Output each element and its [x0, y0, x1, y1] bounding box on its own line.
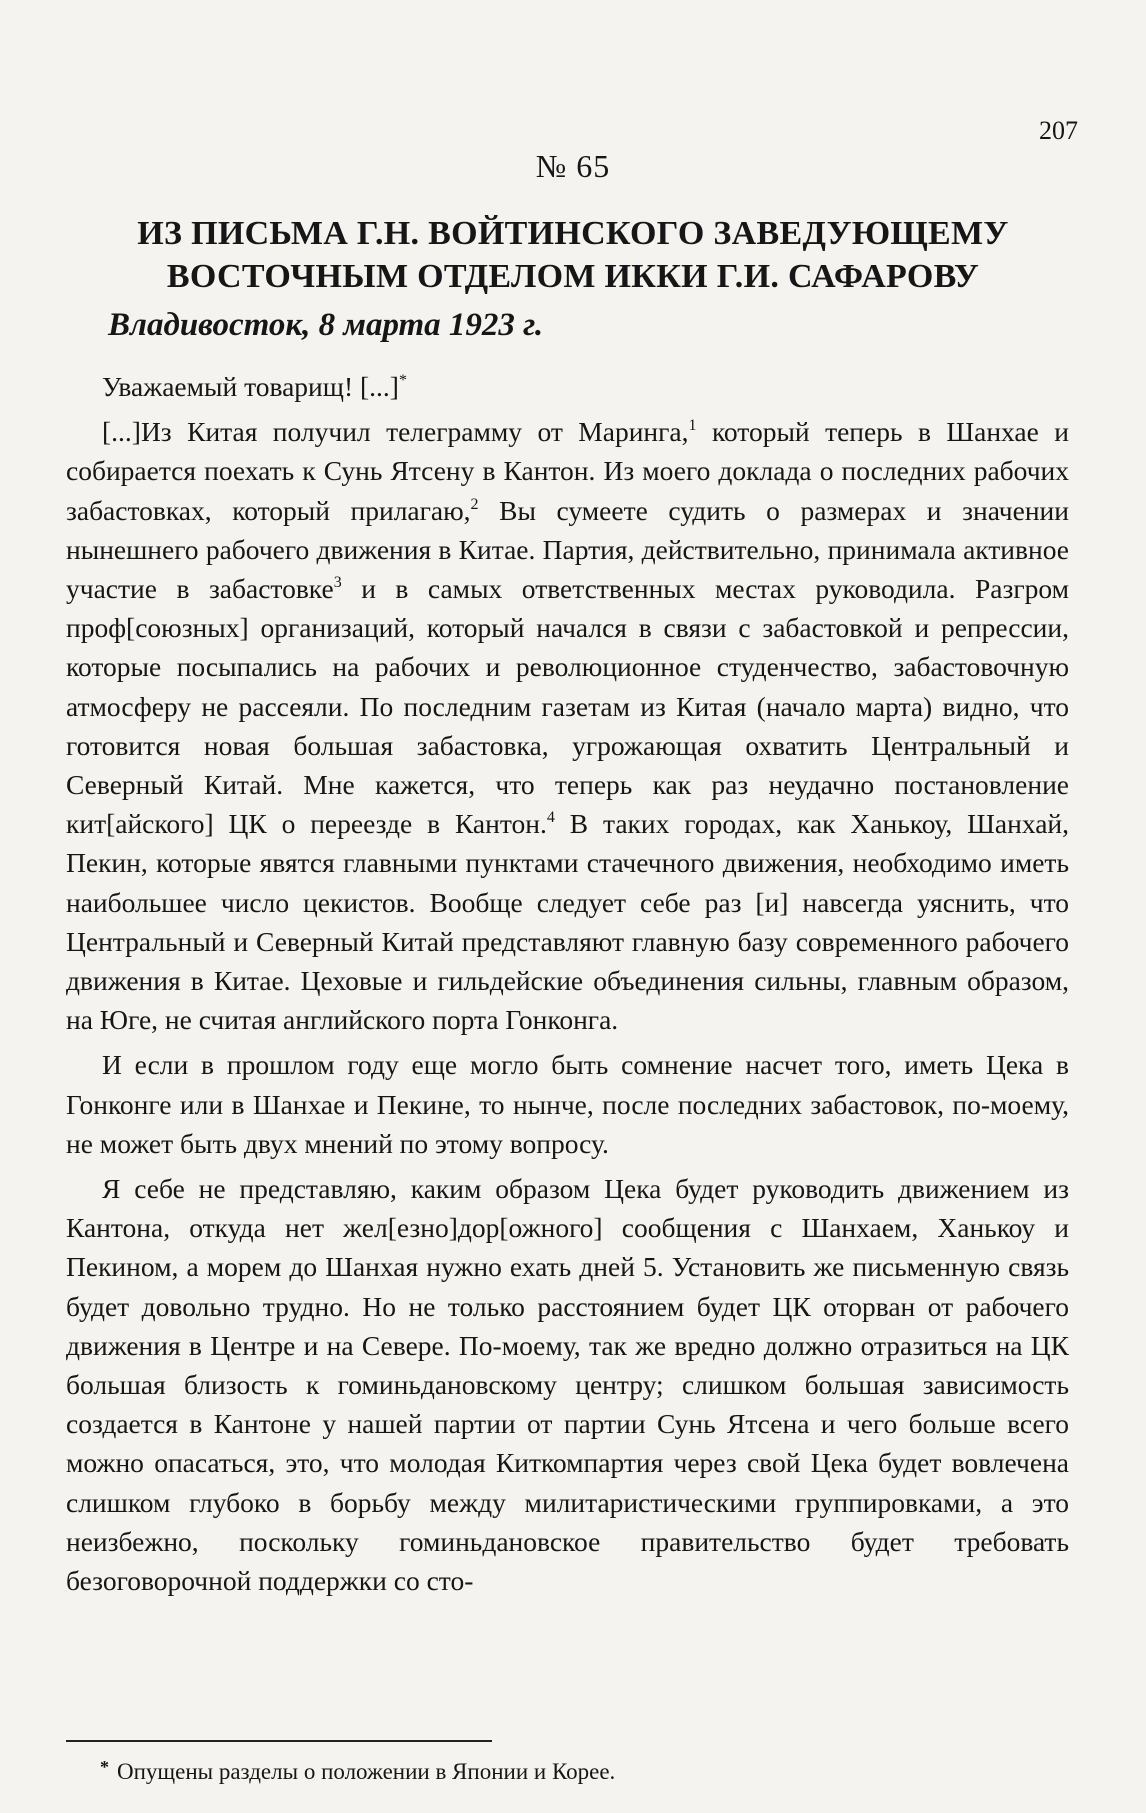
- letter-body: [66, 367, 1069, 1606]
- document-number: № 65: [535, 148, 611, 184]
- footnote-mark: *: [100, 1757, 109, 1777]
- footnote-text: Опущены разделы о положении в Японии и Корее.: [117, 1759, 616, 1784]
- footnote-ref-star: *: [398, 372, 407, 389]
- page-number: 207: [1039, 116, 1078, 145]
- footnote-ref-2: 2: [470, 495, 479, 513]
- paragraph-1: [...]Из Китая получил телеграмму от Маринга,$^1$ который теперь в Шанхае и собирается поехать к Сунь Ятсену в Кантон. Из моего доклада о последних рабочих забастовках, который прилагаю,$^2$ Вы сумеете судить о размерах и значении нынешнего рабочего движения в Китае. Партия, действительно, принимала активное участие в забастовке$^3$ и в самых ответственных местах руководила. Разгром проф[союзных] организаций, который начался в связи с забастовкой и репрессии, которые посыпались на рабочих и революционное студенчество, забастовочную атмосферу не рассеяли. По последним газетам из Китая (начало марта) видно, что готовится новая большая забастовка, угрожающая охватить Центральный и Северный Китай. Мне кажется, что теперь как раз неудачно постановление кит[айского] ЦК о переезде в Кантон.$^4$ В таких городах, как Ханькоу, Шанхай, Пекин, которые явятся главными пунктами стачечного движения, необходимо иметь наибольшее число цекистов. Вообще следует себе раз [и] навсегда уяснить, что Центральный и Северный Китай представляют главную базу современного рабочего движения в Китае. Цеховые и гильдейские объединения сильны, главным образом, на Юге, не считая английского порта Гонконга.: [66, 416, 1070, 1036]
- paragraph-2: И если в прошлом году еще могло быть сомнение насчет того, иметь Цека в Гонконге или в Шанхае и Пекине, то нынче, после последних забастовок, по-моему, не может быть двух мнений по этому вопросу.: [66, 1049, 1069, 1159]
- document-title: [90, 212, 1056, 298]
- footnote-divider: [66, 1740, 492, 1742]
- footnote-ref-4: 4: [546, 809, 555, 827]
- paragraph-3: Я себе не представляю, каким образом Цека будет руководить движением из Кантона, откуда нет жел[езно]дор[ожного] сообщения с Шанхаем, Ханькоу и Пекином, а морем до Шанхая нужно ехать дней 5. Установить же письменную связь будет довольно трудно. Но не только расстоянием будет ЦК оторван от рабочего движения в Центре и на Севере. По-моему, так же вредно должно отразиться на ЦК большая близость к гоминьдановскому центру; слишком большая зависимость создается в Кантоне у нашей партии от партии Сунь Ятсена и чего больше всего можно опасаться, это, что молодая Киткомпартия через свой Цека будет вовлечена слишком глубоко в борьбу между милитаристическими группировками, а это неизбежно, поскольку гоминьдановское правительство будет требовать безоговорочной поддержки со сто-: [66, 1173, 1069, 1597]
- footnote-ref-3: 3: [333, 574, 342, 592]
- footnote-ref-1: 1: [688, 417, 697, 435]
- document-title-line-1: ИЗ ПИСЬМА Г.Н. ВОЙТИНСКОГО ЗАВЕДУЮЩЕМУ: [137, 215, 1009, 252]
- greeting: Уважаемый товарищ! [...]*: [102, 371, 407, 402]
- place-and-date: Владивосток, 8 марта 1923 г.: [108, 307, 544, 343]
- footnote: [100, 1752, 615, 1787]
- document-title-line-2: ВОСТОЧНЫМ ОТДЕЛОМ ИККИ Г.И. САФАРОВУ: [166, 258, 980, 295]
